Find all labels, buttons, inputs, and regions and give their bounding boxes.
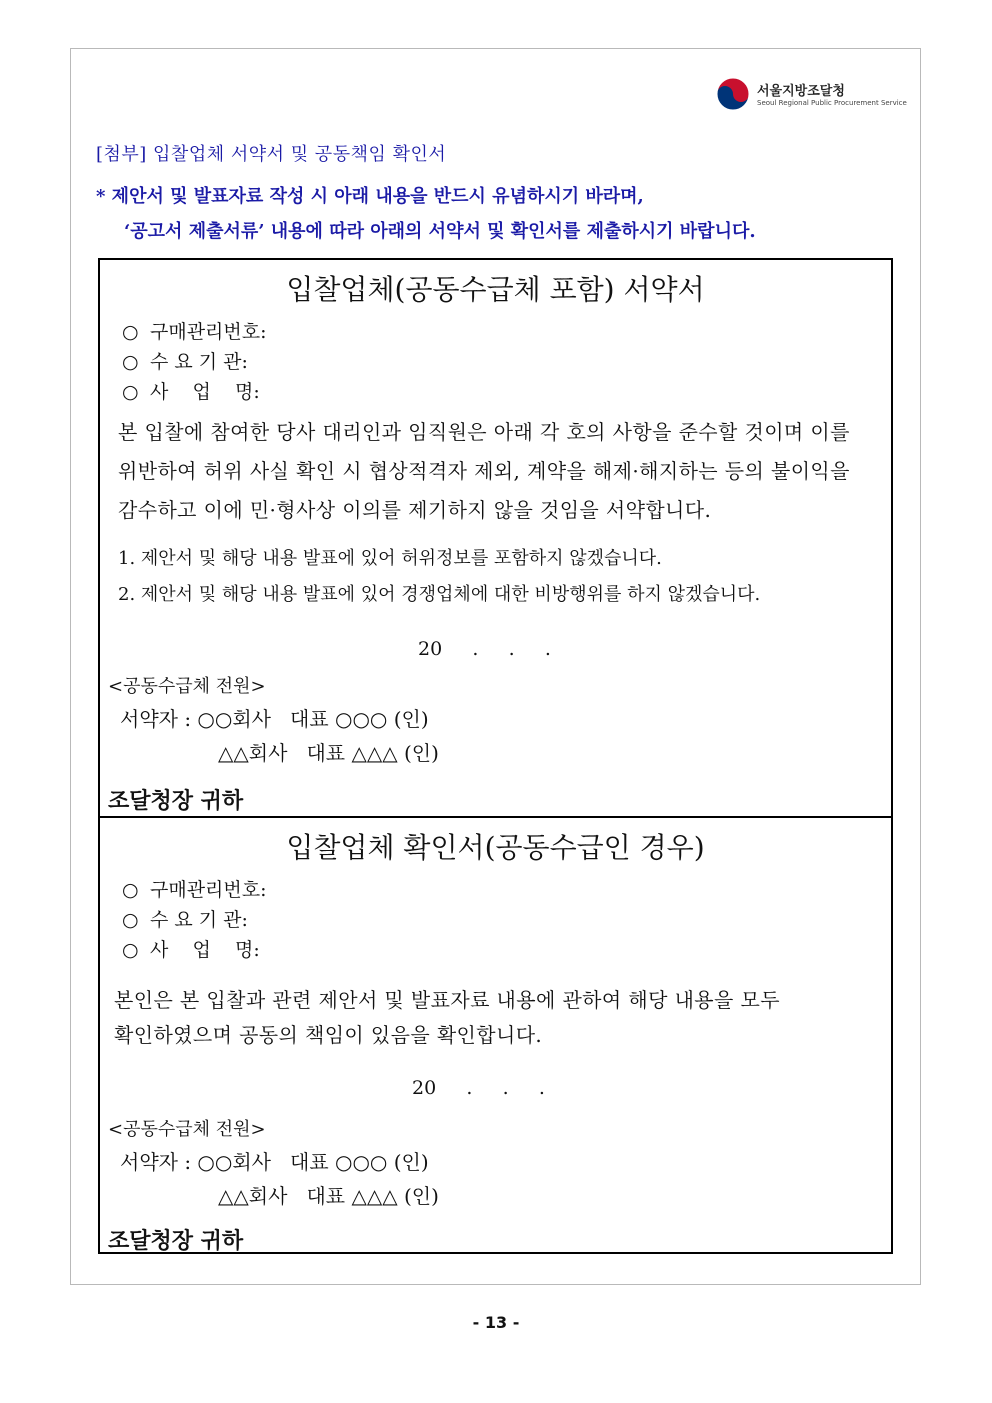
- date-line: 20 . . .: [418, 638, 551, 660]
- bullet: ○: [122, 351, 139, 373]
- bullet: ○: [122, 321, 139, 343]
- field-label: 수 요 기 관:: [150, 351, 248, 373]
- taegeuk-emblem-icon: [715, 76, 751, 112]
- notice-line-2: ‘공고서 제출서류’ 내용에 따라 아래의 서약서 및 확인서를 제출하시기 바랍니다.: [124, 221, 756, 242]
- signer-line: △△회사 대표 △△△ (인): [218, 741, 439, 765]
- closing-addressee: 조달청장 귀하: [108, 788, 244, 814]
- bullet: ○: [122, 909, 139, 931]
- group-label: <공동수급체 전원>: [108, 676, 266, 697]
- group-label: <공동수급체 전원>: [108, 1119, 266, 1140]
- agency-name-ko: 서울지방조달청: [757, 84, 845, 99]
- bullet: ○: [122, 939, 139, 961]
- field-label: 사 업 명:: [150, 939, 260, 961]
- field-purchase-number: [122, 875, 267, 902]
- notice-line-1: * 제안서 및 발표자료 작성 시 아래 내용을 반드시 유념하시기 바라며,: [96, 186, 644, 207]
- pledge-paragraph-line: 위반하여 허위 사실 확인 시 협상적격자 제외, 계약을 해제·해지하는 등의 불이익을: [118, 459, 850, 483]
- confirmation-paragraph-line: 본인은 본 입찰과 관련 제안서 및 발표자료 내용에 관하여 해당 내용을 모두: [114, 988, 780, 1012]
- date-line: 20 . . .: [412, 1077, 545, 1099]
- field-label: 구매관리번호:: [150, 321, 267, 343]
- agency-logo: [715, 76, 905, 116]
- signer-line: 서약자 : ○○회사 대표 ○○○ (인): [120, 707, 429, 731]
- field-demand-agency: [122, 347, 248, 374]
- bullet: ○: [122, 879, 139, 901]
- page-number: - 13 -: [472, 1313, 520, 1332]
- confirmation-paragraph-line: 확인하였으며 공동의 책임이 있음을 확인합니다.: [114, 1023, 543, 1047]
- pledge-title: 입찰업체(공동수급체 포함) 서약서: [286, 273, 705, 306]
- closing-addressee: 조달청장 귀하: [108, 1228, 244, 1254]
- confirmation-title: 입찰업체 확인서(공동수급인 경우): [286, 831, 705, 864]
- field-demand-agency: [122, 905, 248, 932]
- field-project-name: [122, 935, 260, 962]
- pledge-paragraph-line: 감수하고 이에 민·형사상 이의를 제기하지 않을 것임을 서약합니다.: [118, 498, 712, 522]
- bullet: ○: [122, 381, 139, 403]
- field-label: 수 요 기 관:: [150, 909, 248, 931]
- field-project-name: [122, 377, 260, 404]
- pledge-item: 2. 제안서 및 해당 내용 발표에 있어 경쟁업체에 대한 비방행위를 하지 않겠습니다.: [118, 584, 761, 605]
- confirmation-form: [98, 816, 893, 1254]
- signer-line: △△회사 대표 △△△ (인): [218, 1184, 439, 1208]
- pledge-paragraph-line: 본 입찰에 참여한 당사 대리인과 임직원은 아래 각 호의 사항을 준수할 것이며 이를: [118, 420, 850, 444]
- signer-line: 서약자 : ○○회사 대표 ○○○ (인): [120, 1150, 429, 1174]
- pledge-item: 1. 제안서 및 해당 내용 발표에 있어 허위정보를 포함하지 않겠습니다.: [118, 548, 662, 569]
- field-purchase-number: [122, 317, 267, 344]
- pledge-form: [98, 258, 893, 818]
- field-label: 구매관리번호:: [150, 879, 267, 901]
- agency-name-en: Seoul Regional Public Procurement Service: [757, 99, 907, 107]
- field-label: 사 업 명:: [150, 381, 260, 403]
- attachment-title: [첨부] 입찰업체 서약서 및 공동책임 확인서: [96, 144, 447, 165]
